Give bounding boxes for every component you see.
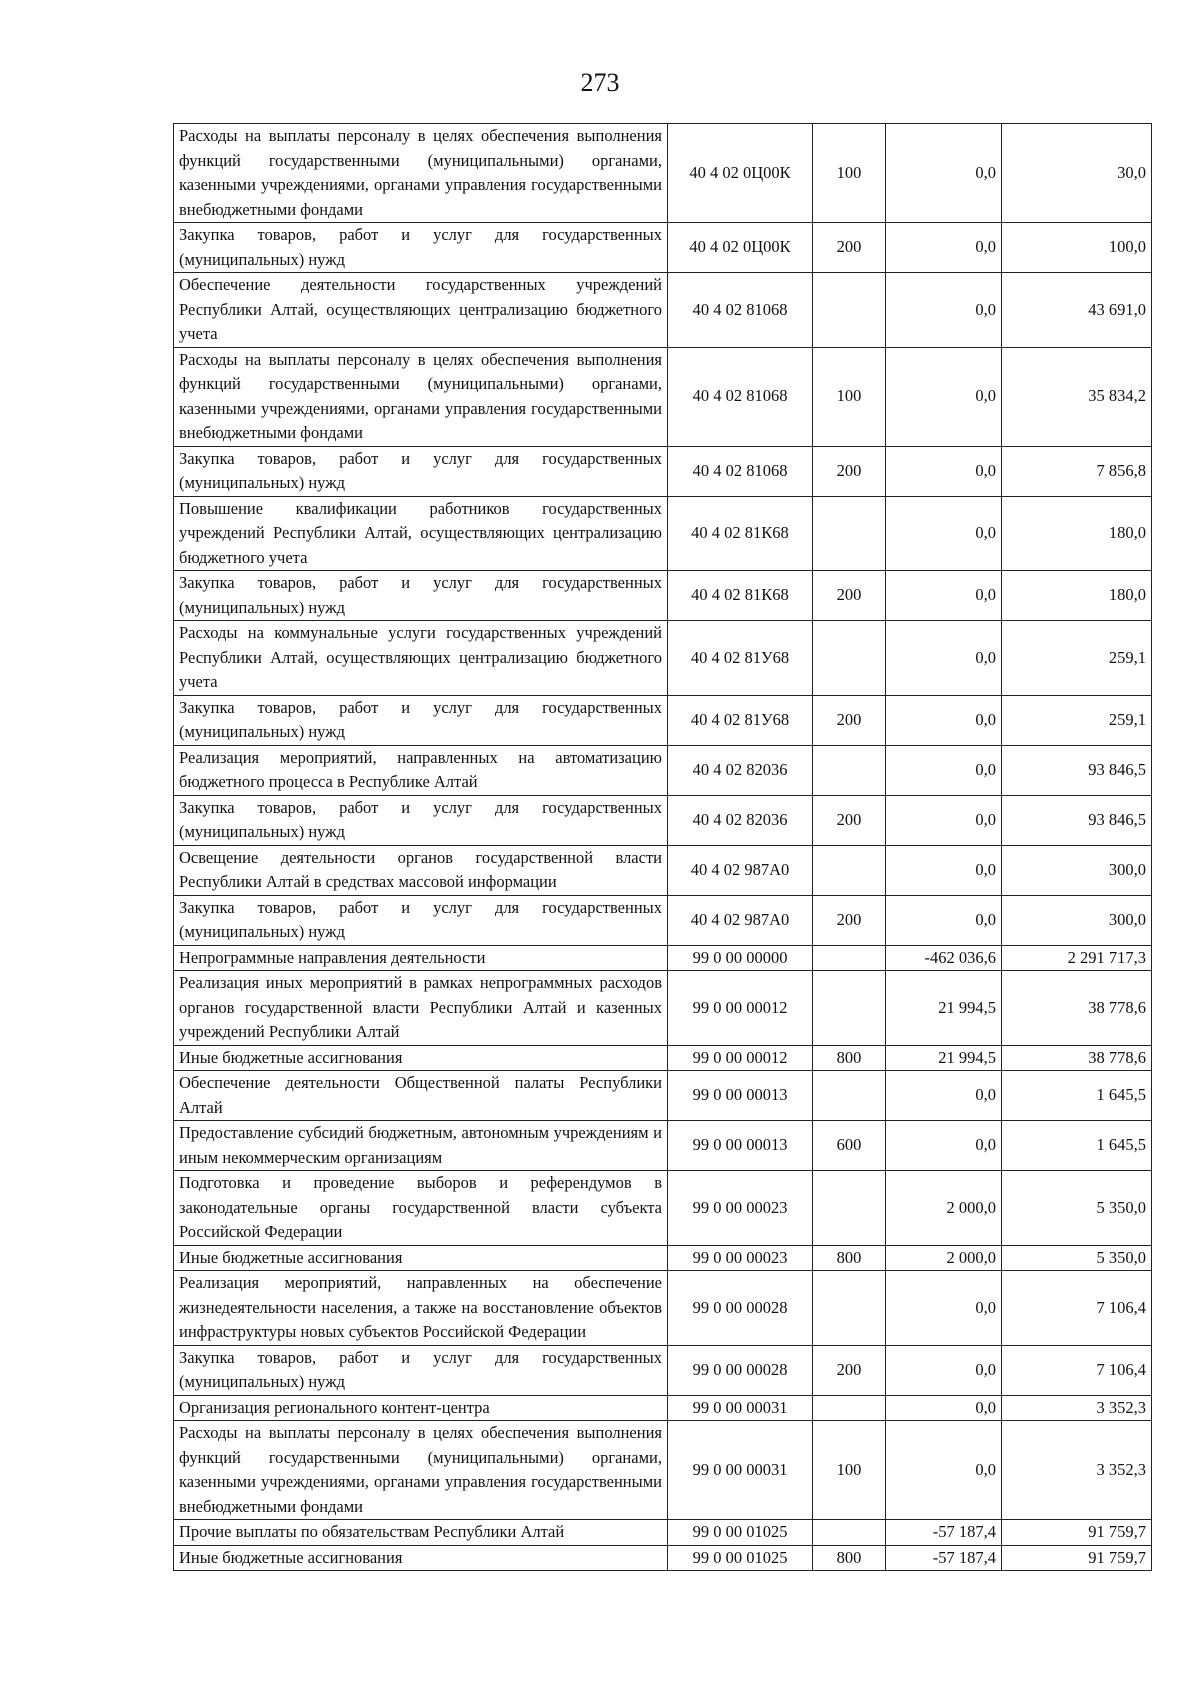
table-row xyxy=(174,496,1152,571)
expense-type-cell xyxy=(813,1271,886,1346)
amount-total-cell: 7 856,8 xyxy=(1002,446,1152,496)
table-row xyxy=(174,347,1152,446)
expense-name-cell: Непрограммные направления деятельности xyxy=(174,945,668,971)
amount-total-cell: 259,1 xyxy=(1002,695,1152,745)
amount-change-cell: 0,0 xyxy=(886,223,1002,273)
amount-total-cell: 3 352,3 xyxy=(1002,1421,1152,1520)
amount-change-cell: 0,0 xyxy=(886,496,1002,571)
table-row xyxy=(174,571,1152,621)
expense-type-cell: 200 xyxy=(813,223,886,273)
target-code-cell: 40 4 02 987А0 xyxy=(668,845,813,895)
table-row xyxy=(174,1245,1152,1271)
amount-change-cell: 21 994,5 xyxy=(886,971,1002,1046)
amount-total-cell: 300,0 xyxy=(1002,845,1152,895)
table-row xyxy=(174,845,1152,895)
target-code-cell: 40 4 02 987А0 xyxy=(668,895,813,945)
expense-type-cell xyxy=(813,273,886,348)
expense-type-cell: 100 xyxy=(813,1421,886,1520)
expense-type-cell xyxy=(813,945,886,971)
expense-name-cell: Обеспечение деятельности Общественной палаты Республики Алтай xyxy=(174,1071,668,1121)
amount-total-cell: 5 350,0 xyxy=(1002,1171,1152,1246)
amount-total-cell: 93 846,5 xyxy=(1002,795,1152,845)
target-code-cell: 99 0 00 00031 xyxy=(668,1395,813,1421)
table-row xyxy=(174,1121,1152,1171)
expense-type-cell xyxy=(813,1071,886,1121)
target-code-cell: 40 4 02 82036 xyxy=(668,745,813,795)
amount-change-cell: 0,0 xyxy=(886,795,1002,845)
amount-total-cell: 180,0 xyxy=(1002,496,1152,571)
expense-name-cell: Закупка товаров, работ и услуг для государственных (муниципальных) нужд xyxy=(174,895,668,945)
expense-name-cell: Закупка товаров, работ и услуг для государственных (муниципальных) нужд xyxy=(174,446,668,496)
target-code-cell: 99 0 00 00013 xyxy=(668,1121,813,1171)
expense-name-cell: Обеспечение деятельности государственных учреждений Республики Алтай, осуществляющих централизацию бюджетного учета xyxy=(174,273,668,348)
expense-name-cell: Закупка товаров, работ и услуг для государственных (муниципальных) нужд xyxy=(174,571,668,621)
expense-type-cell: 200 xyxy=(813,795,886,845)
amount-change-cell: 0,0 xyxy=(886,895,1002,945)
expense-name-cell: Расходы на выплаты персоналу в целях обеспечения выполнения функций государственными (муниципальными) органами, казенными учреждениями, органами управления государственными внебюджетными фондами xyxy=(174,347,668,446)
amount-change-cell: -57 187,4 xyxy=(886,1520,1002,1546)
target-code-cell: 99 0 00 00012 xyxy=(668,971,813,1046)
amount-total-cell: 30,0 xyxy=(1002,124,1152,223)
table-row xyxy=(174,1071,1152,1121)
expense-type-cell: 100 xyxy=(813,347,886,446)
amount-total-cell: 180,0 xyxy=(1002,571,1152,621)
table-row xyxy=(174,1271,1152,1346)
amount-change-cell: 0,0 xyxy=(886,1271,1002,1346)
expense-name-cell: Реализация иных мероприятий в рамках непрограммных расходов органов государственной власти Республики Алтай и казенных учреждений Республики Алтай xyxy=(174,971,668,1046)
expense-type-cell xyxy=(813,1395,886,1421)
target-code-cell: 40 4 02 81У68 xyxy=(668,695,813,745)
expense-name-cell: Иные бюджетные ассигнования xyxy=(174,1545,668,1571)
amount-total-cell: 3 352,3 xyxy=(1002,1395,1152,1421)
budget-table-body xyxy=(174,124,1152,1571)
amount-total-cell: 100,0 xyxy=(1002,223,1152,273)
table-row xyxy=(174,124,1152,223)
amount-total-cell: 93 846,5 xyxy=(1002,745,1152,795)
expense-name-cell: Организация регионального контент-центра xyxy=(174,1395,668,1421)
target-code-cell: 99 0 00 00028 xyxy=(668,1271,813,1346)
table-row xyxy=(174,1171,1152,1246)
expense-name-cell: Предоставление субсидий бюджетным, автономным учреждениям и иным некоммерческим организациям xyxy=(174,1121,668,1171)
expense-name-cell: Закупка товаров, работ и услуг для государственных (муниципальных) нужд xyxy=(174,1345,668,1395)
table-row xyxy=(174,945,1152,971)
amount-total-cell: 7 106,4 xyxy=(1002,1345,1152,1395)
expense-type-cell: 800 xyxy=(813,1245,886,1271)
target-code-cell: 40 4 02 82036 xyxy=(668,795,813,845)
expense-name-cell: Подготовка и проведение выборов и референдумов в законодательные органы государственной власти субъекта Российской Федерации xyxy=(174,1171,668,1246)
amount-total-cell: 35 834,2 xyxy=(1002,347,1152,446)
amount-change-cell: -462 036,6 xyxy=(886,945,1002,971)
target-code-cell: 40 4 02 81К68 xyxy=(668,571,813,621)
amount-change-cell: 0,0 xyxy=(886,1421,1002,1520)
amount-change-cell: 0,0 xyxy=(886,571,1002,621)
table-row xyxy=(174,971,1152,1046)
expense-name-cell: Закупка товаров, работ и услуг для государственных (муниципальных) нужд xyxy=(174,795,668,845)
expense-type-cell: 200 xyxy=(813,695,886,745)
table-row xyxy=(174,795,1152,845)
amount-total-cell: 300,0 xyxy=(1002,895,1152,945)
amount-change-cell: 0,0 xyxy=(886,1071,1002,1121)
amount-total-cell: 91 759,7 xyxy=(1002,1520,1152,1546)
amount-total-cell: 43 691,0 xyxy=(1002,273,1152,348)
table-row xyxy=(174,446,1152,496)
expense-type-cell: 200 xyxy=(813,1345,886,1395)
amount-change-cell: 0,0 xyxy=(886,1121,1002,1171)
expense-type-cell: 200 xyxy=(813,571,886,621)
expense-name-cell: Расходы на выплаты персоналу в целях обеспечения выполнения функций государственными (муниципальными) органами, казенными учреждениями, органами управления государственными внебюджетными фондами xyxy=(174,124,668,223)
expense-name-cell: Расходы на выплаты персоналу в целях обеспечения выполнения функций государственными (муниципальными) органами, казенными учреждениями, органами управления государственными внебюджетными фондами xyxy=(174,1421,668,1520)
target-code-cell: 40 4 02 81У68 xyxy=(668,621,813,696)
amount-total-cell: 2 291 717,3 xyxy=(1002,945,1152,971)
table-row xyxy=(174,1045,1152,1071)
expense-type-cell: 100 xyxy=(813,124,886,223)
amount-change-cell: 0,0 xyxy=(886,745,1002,795)
target-code-cell: 40 4 02 81068 xyxy=(668,347,813,446)
expense-name-cell: Повышение квалификации работников государственных учреждений Республики Алтай, осуществляющих централизацию бюджетного учета xyxy=(174,496,668,571)
target-code-cell: 99 0 00 00023 xyxy=(668,1245,813,1271)
amount-change-cell: 0,0 xyxy=(886,347,1002,446)
table-row xyxy=(174,621,1152,696)
amount-total-cell: 1 645,5 xyxy=(1002,1071,1152,1121)
table-row xyxy=(174,895,1152,945)
target-code-cell: 99 0 00 00000 xyxy=(668,945,813,971)
expense-type-cell xyxy=(813,496,886,571)
table-row xyxy=(174,223,1152,273)
target-code-cell: 99 0 00 01025 xyxy=(668,1545,813,1571)
amount-change-cell: 0,0 xyxy=(886,1345,1002,1395)
target-code-cell: 99 0 00 01025 xyxy=(668,1520,813,1546)
amount-change-cell: 0,0 xyxy=(886,1395,1002,1421)
page-number: 273 xyxy=(580,68,620,97)
expense-type-cell: 800 xyxy=(813,1545,886,1571)
table-row xyxy=(174,1395,1152,1421)
amount-total-cell: 7 106,4 xyxy=(1002,1271,1152,1346)
table-row xyxy=(174,1545,1152,1571)
expense-name-cell: Прочие выплаты по обязательствам Республики Алтай xyxy=(174,1520,668,1546)
amount-change-cell: 0,0 xyxy=(886,124,1002,223)
table-row xyxy=(174,1345,1152,1395)
target-code-cell: 40 4 02 81К68 xyxy=(668,496,813,571)
amount-change-cell: 0,0 xyxy=(886,695,1002,745)
expense-type-cell: 200 xyxy=(813,446,886,496)
target-code-cell: 99 0 00 00023 xyxy=(668,1171,813,1246)
expense-name-cell: Расходы на коммунальные услуги государственных учреждений Республики Алтай, осуществляющих централизацию бюджетного учета xyxy=(174,621,668,696)
expense-type-cell: 600 xyxy=(813,1121,886,1171)
target-code-cell: 40 4 02 0Ц00К xyxy=(668,124,813,223)
table-row xyxy=(174,1520,1152,1546)
expense-name-cell: Иные бюджетные ассигнования xyxy=(174,1245,668,1271)
amount-total-cell: 259,1 xyxy=(1002,621,1152,696)
amount-change-cell: 21 994,5 xyxy=(886,1045,1002,1071)
expense-type-cell xyxy=(813,621,886,696)
amount-total-cell: 38 778,6 xyxy=(1002,971,1152,1046)
expense-type-cell: 200 xyxy=(813,895,886,945)
table-row xyxy=(174,695,1152,745)
target-code-cell: 99 0 00 00031 xyxy=(668,1421,813,1520)
expense-type-cell xyxy=(813,971,886,1046)
target-code-cell: 99 0 00 00013 xyxy=(668,1071,813,1121)
budget-table xyxy=(173,123,1152,1571)
amount-change-cell: 2 000,0 xyxy=(886,1245,1002,1271)
expense-name-cell: Иные бюджетные ассигнования xyxy=(174,1045,668,1071)
target-code-cell: 99 0 00 00028 xyxy=(668,1345,813,1395)
expense-name-cell: Реализация мероприятий, направленных на обеспечение жизнедеятельности населения, а также на восстановление объектов инфраструктуры новых субъектов Российской Федерации xyxy=(174,1271,668,1346)
amount-total-cell: 91 759,7 xyxy=(1002,1545,1152,1571)
table-row xyxy=(174,273,1152,348)
target-code-cell: 40 4 02 0Ц00К xyxy=(668,223,813,273)
amount-total-cell: 38 778,6 xyxy=(1002,1045,1152,1071)
expense-name-cell: Реализация мероприятий, направленных на автоматизацию бюджетного процесса в Республике Алтай xyxy=(174,745,668,795)
expense-type-cell xyxy=(813,845,886,895)
expense-type-cell xyxy=(813,745,886,795)
target-code-cell: 40 4 02 81068 xyxy=(668,273,813,348)
amount-change-cell: 2 000,0 xyxy=(886,1171,1002,1246)
expense-name-cell: Закупка товаров, работ и услуг для государственных (муниципальных) нужд xyxy=(174,223,668,273)
amount-total-cell: 1 645,5 xyxy=(1002,1121,1152,1171)
target-code-cell: 99 0 00 00012 xyxy=(668,1045,813,1071)
amount-change-cell: -57 187,4 xyxy=(886,1545,1002,1571)
table-row xyxy=(174,1421,1152,1520)
table-row xyxy=(174,745,1152,795)
expense-type-cell xyxy=(813,1171,886,1246)
expense-name-cell: Закупка товаров, работ и услуг для государственных (муниципальных) нужд xyxy=(174,695,668,745)
expense-type-cell: 800 xyxy=(813,1045,886,1071)
expense-name-cell: Освещение деятельности органов государственной власти Республики Алтай в средствах массовой информации xyxy=(174,845,668,895)
amount-change-cell: 0,0 xyxy=(886,621,1002,696)
amount-change-cell: 0,0 xyxy=(886,446,1002,496)
target-code-cell: 40 4 02 81068 xyxy=(668,446,813,496)
amount-change-cell: 0,0 xyxy=(886,845,1002,895)
amount-change-cell: 0,0 xyxy=(886,273,1002,348)
expense-type-cell xyxy=(813,1520,886,1546)
amount-total-cell: 5 350,0 xyxy=(1002,1245,1152,1271)
